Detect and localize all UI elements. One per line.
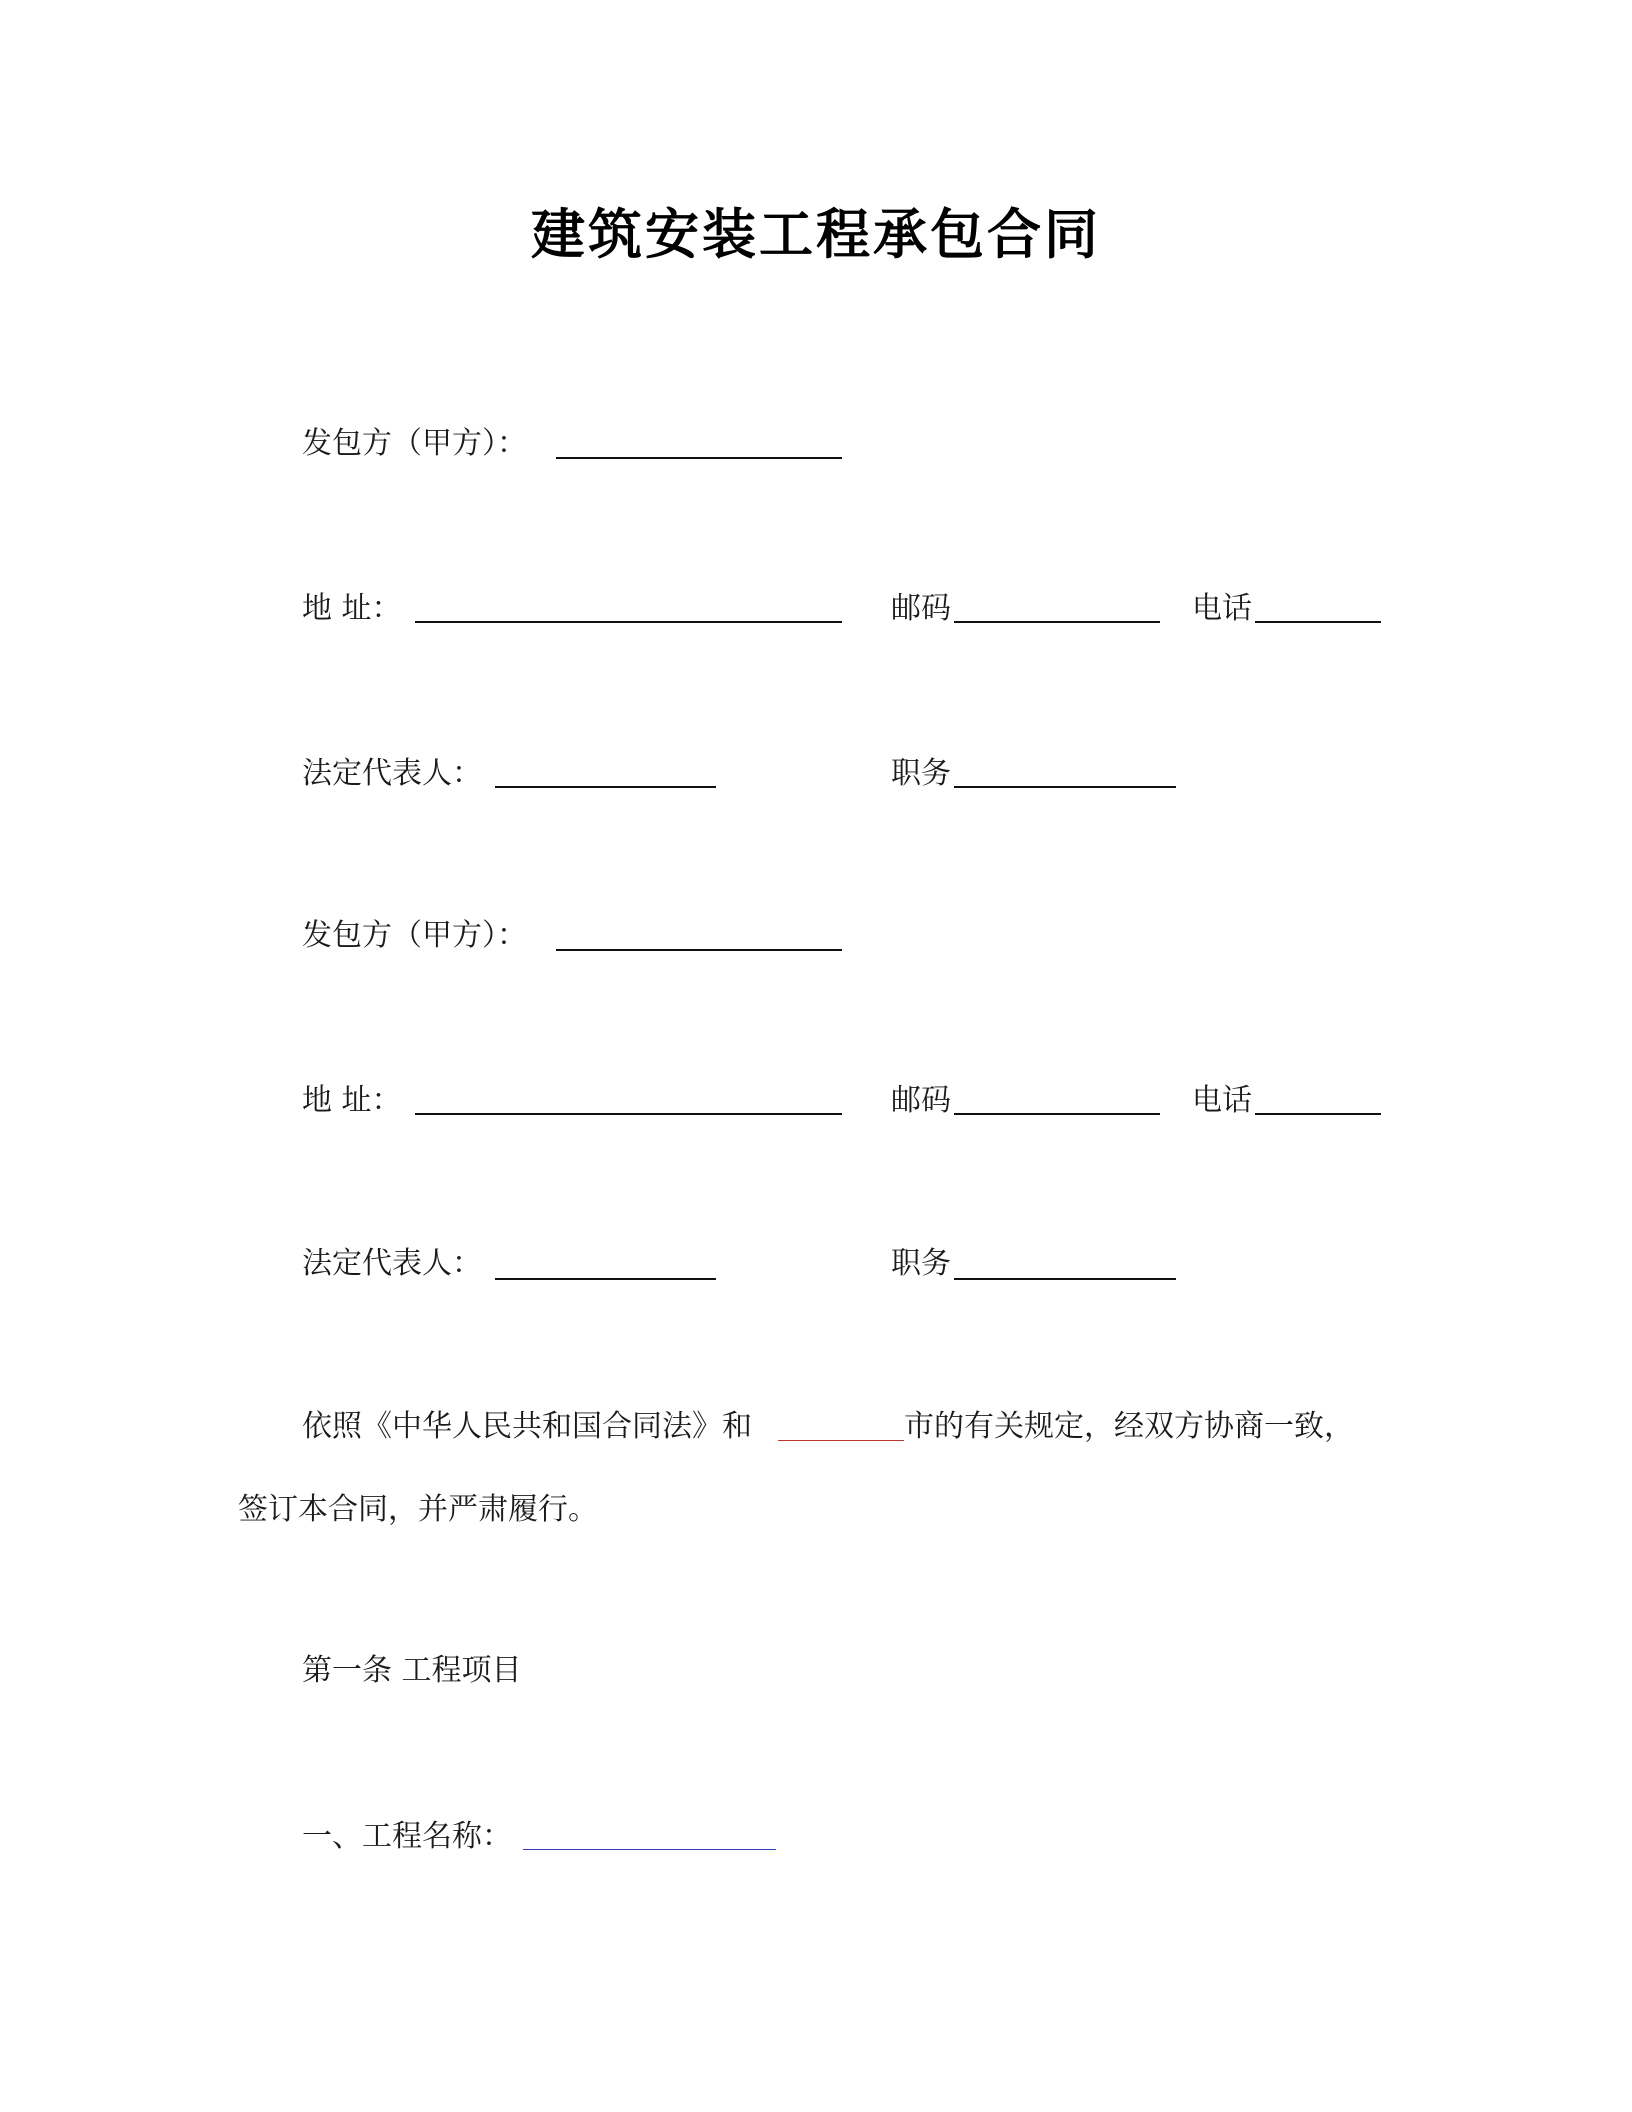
- party-b-name-blank[interactable]: [556, 949, 842, 951]
- party-b-postcode-blank[interactable]: [954, 1113, 1160, 1115]
- article1-heading: 第一条 工程项目: [302, 1653, 522, 1688]
- preamble-part2: 市的有关规定，经双方协商一致，: [904, 1409, 1354, 1444]
- party-b-rep-label: 法定代表人：: [302, 1246, 482, 1281]
- preamble-part1: 依照《中华人民共和国合同法》和: [302, 1409, 752, 1444]
- party-a-rep-label: 法定代表人：: [302, 756, 482, 791]
- party-a-label: 发包方（甲方）：: [302, 426, 527, 461]
- party-a-address-label: 地 址：: [302, 591, 402, 626]
- party-b-position-label: 职务: [891, 1246, 951, 1281]
- party-b-address-label: 地 址：: [302, 1083, 402, 1118]
- party-b-phone-blank[interactable]: [1255, 1113, 1381, 1115]
- party-a-phone-label: 电话: [1192, 591, 1252, 626]
- party-b-position-blank[interactable]: [954, 1278, 1176, 1280]
- party-a-postcode-label: 邮码: [891, 591, 951, 626]
- party-b-label: 发包方（甲方）：: [302, 918, 527, 953]
- project-name-blank[interactable]: [523, 1849, 776, 1850]
- document-title: 建筑安装工程承包合同: [531, 203, 1101, 266]
- party-b-rep-blank[interactable]: [495, 1278, 716, 1280]
- party-b-postcode-label: 邮码: [891, 1083, 951, 1118]
- party-a-rep-blank[interactable]: [495, 786, 716, 788]
- party-a-position-blank[interactable]: [954, 786, 1176, 788]
- party-a-name-blank[interactable]: [556, 457, 842, 459]
- project-name-label: 一、工程名称：: [302, 1819, 512, 1854]
- party-b-phone-label: 电话: [1192, 1083, 1252, 1118]
- party-a-postcode-blank[interactable]: [954, 621, 1160, 623]
- preamble-line2: 签订本合同，并严肃履行。: [238, 1492, 598, 1527]
- preamble-city-blank[interactable]: [778, 1440, 904, 1441]
- party-b-address-blank[interactable]: [415, 1113, 842, 1115]
- party-a-position-label: 职务: [891, 756, 951, 791]
- party-a-address-blank[interactable]: [415, 621, 842, 623]
- party-a-phone-blank[interactable]: [1255, 621, 1381, 623]
